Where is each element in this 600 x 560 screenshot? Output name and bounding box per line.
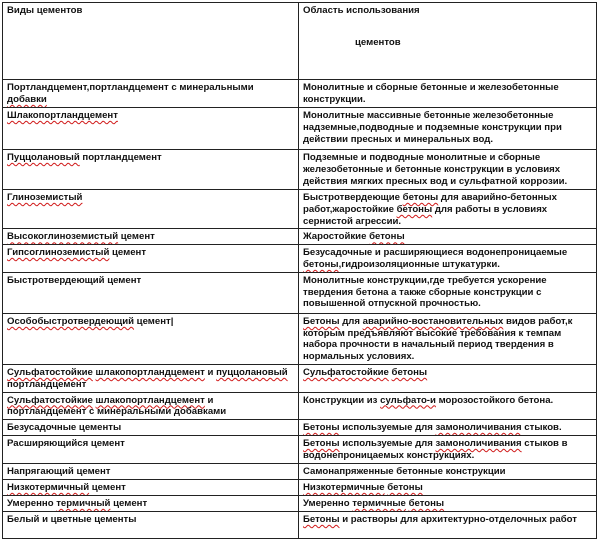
cement-type-cell: [3, 80, 299, 108]
text-segment: портландцемент: [7, 378, 87, 390]
text-segment: Умеренно: [7, 497, 57, 509]
text-segment: Напрягающий цемент: [7, 465, 111, 477]
spellcheck-word: бетоны: [408, 497, 445, 509]
table-row: [3, 272, 597, 313]
spellcheck-word: шлакопортландцемент: [95, 394, 205, 406]
text-segment: ,гидроизоляционные штукатурки.: [338, 258, 500, 270]
usage-cell: [299, 190, 597, 229]
usage-cell: [299, 245, 597, 273]
text-segment: для аварийно-бетонных работ,жаростойкие: [303, 192, 557, 215]
usage-cell: [299, 150, 597, 190]
cement-type-cell: [3, 436, 299, 464]
cement-type-cell: [3, 229, 299, 245]
text-segment: используемые для: [339, 438, 436, 450]
table-row: [3, 463, 597, 479]
cement-type-cell: [3, 463, 299, 479]
text-segment: Безусадочные и расширяющиеся водонепроницаемые: [303, 247, 568, 259]
spellcheck-word: Бетоны: [303, 438, 340, 450]
table-row: [3, 364, 597, 392]
cement-type-cell: [3, 272, 299, 313]
header-usage-line2: цементов: [355, 36, 401, 48]
spellcheck-word: Пуццолановый: [7, 152, 80, 163]
spellcheck-word: бетоны: [402, 192, 439, 203]
cement-type-cell: [3, 190, 299, 229]
text-segment: Портландцемент,портландцемент с минеральными: [7, 82, 254, 93]
text-segment: и растворы для архитектурно-отделочных работ: [339, 513, 577, 525]
header-usage-line1: Область использования: [303, 5, 420, 16]
cement-type-cell: [3, 511, 299, 538]
spellcheck-word: Высокоглиноземистый: [7, 231, 119, 243]
text-segment: Белый и цветные цементы: [7, 513, 137, 525]
usage-cell: [299, 463, 597, 479]
table-row: [3, 479, 597, 495]
spellcheck-word: термичные: [352, 497, 406, 509]
spellcheck-word: термичный: [56, 497, 111, 509]
table-row: [3, 313, 597, 364]
spellcheck-word: бетоны: [396, 203, 433, 215]
spellcheck-word: бетоны: [369, 231, 405, 243]
spellcheck-word: Сульфатостойкие: [303, 366, 389, 378]
table-body: [3, 80, 597, 539]
text-segment: морозостойкого бетона.: [435, 394, 554, 406]
cement-type-cell: [3, 479, 299, 495]
text-segment: Умеренно: [303, 497, 353, 509]
table-row: [3, 420, 597, 436]
spellcheck-word: Особобыстротвердеющий: [7, 315, 135, 327]
text-segment: Быстротвердеющие: [303, 192, 403, 203]
text-segment: используемые для: [339, 422, 436, 434]
text-segment: стыков.: [521, 422, 562, 434]
text-segment: цемент: [89, 481, 126, 493]
usage-cell: [299, 229, 597, 245]
text-segment: Самонапряженные бетонные конструкции: [303, 465, 506, 477]
table-row: [3, 511, 597, 538]
text-segment: портландцемент: [79, 152, 162, 163]
header-cement-types: Виды цементов: [3, 3, 299, 80]
usage-cell: [299, 511, 597, 538]
cement-type-cell: [3, 150, 299, 190]
spellcheck-word: аварийно-востановительных: [362, 315, 504, 327]
table-row: [3, 495, 597, 511]
text-segment: стыков в водонепроницаемых конструкциях.: [303, 438, 568, 461]
spellcheck-word: бетоны: [387, 481, 423, 493]
usage-cell: [299, 108, 597, 150]
usage-cell: [299, 313, 597, 364]
header-usage-area: [299, 3, 597, 80]
text-segment: цемент: [110, 497, 148, 509]
usage-cell: [299, 420, 597, 436]
usage-cell: [299, 495, 597, 511]
usage-cell: [299, 364, 597, 392]
table-row: [3, 392, 597, 420]
cement-type-cell: [3, 420, 299, 436]
text-segment: цемент|: [134, 315, 174, 327]
spellcheck-word: шлакопортландцемент: [95, 366, 205, 378]
spellcheck-word: Бетоны: [303, 315, 340, 327]
spellcheck-word: бетоны: [303, 258, 339, 270]
spellcheck-word: Бетоны: [303, 513, 340, 525]
table-row: [3, 150, 597, 190]
table-header: [3, 3, 597, 80]
spellcheck-word: пуццолановый: [216, 366, 288, 378]
spellcheck-word: сульфато-и: [380, 394, 436, 406]
text-segment: Быстротвердеющий цемент: [7, 274, 142, 286]
cement-type-cell: [3, 313, 299, 364]
table-row: [3, 80, 597, 108]
table-row: [3, 229, 597, 245]
usage-cell: [299, 436, 597, 464]
text-segment: Монолитные и сборные бетонные и железобетонные конструкции.: [303, 82, 559, 105]
usage-cell: [299, 80, 597, 108]
usage-cell: [299, 479, 597, 495]
spellcheck-word: Низкотермичный: [7, 481, 90, 493]
table-row: [3, 190, 597, 229]
spellcheck-word: замоноличивания: [435, 438, 522, 450]
spellcheck-word: Шлакопортландцемент: [7, 110, 118, 121]
text-segment: для работы в условиях сернистой агрессии.: [303, 203, 548, 227]
text-segment: для: [339, 315, 363, 327]
text-segment: цемент: [109, 247, 147, 259]
spellcheck-word: Глиноземистый: [7, 192, 83, 203]
text-segment: Расширяющийся цемент: [7, 438, 125, 450]
header-row: [3, 3, 597, 80]
spellcheck-word: Бетоны: [303, 422, 340, 434]
cement-type-cell: [3, 245, 299, 273]
spellcheck-word: бетоны: [391, 366, 428, 378]
text-segment: и портландцемент с минеральными добавками: [7, 394, 227, 418]
table-row: [3, 245, 597, 273]
spellcheck-word: добавки: [7, 93, 47, 105]
cement-type-cell: [3, 392, 299, 420]
spellcheck-word: Гипсоглиноземистый: [7, 247, 110, 259]
text-segment: Монолитные конструкции,где требуется ускорение твердения бетона а также сборные конструкции с повышенной отпускной прочностью.: [303, 274, 547, 310]
table-row: [3, 436, 597, 464]
table-row: [3, 108, 597, 150]
text-segment: Безусадочные цементы: [7, 422, 122, 434]
text-segment: Монолитные массивные бетонные железобетонные надземные,подводные и подземные конструкции при действии пресных и минеральных вод.: [303, 110, 562, 145]
text-segment: и: [204, 366, 217, 378]
usage-cell: [299, 272, 597, 313]
text-segment: Конструкции из: [303, 394, 381, 406]
cement-type-cell: [3, 495, 299, 511]
cement-types-table: [2, 2, 597, 539]
usage-cell: [299, 392, 597, 420]
text-segment: Жаростойкие: [303, 231, 370, 243]
text-segment: цемент: [118, 231, 155, 243]
cement-type-cell: [3, 364, 299, 392]
cement-type-cell: [3, 108, 299, 150]
spellcheck-word: Сульфатостойкие: [7, 394, 93, 406]
text-segment: Подземные и подводные монолитные и сборные железобетонные и бетонные конструкции в условиях действия мягких пресных вод и сульфатной коррозии.: [303, 152, 568, 187]
spellcheck-word: Низкотермичные: [303, 481, 385, 493]
text-segment: видов работ,к которым предъявляют высокие требования к темпам набора прочности в начальный период твердения в нормальных условиях.: [303, 315, 573, 363]
spellcheck-word: замоноличивания: [435, 422, 522, 434]
spellcheck-word: Сульфатостойкие: [7, 366, 93, 378]
